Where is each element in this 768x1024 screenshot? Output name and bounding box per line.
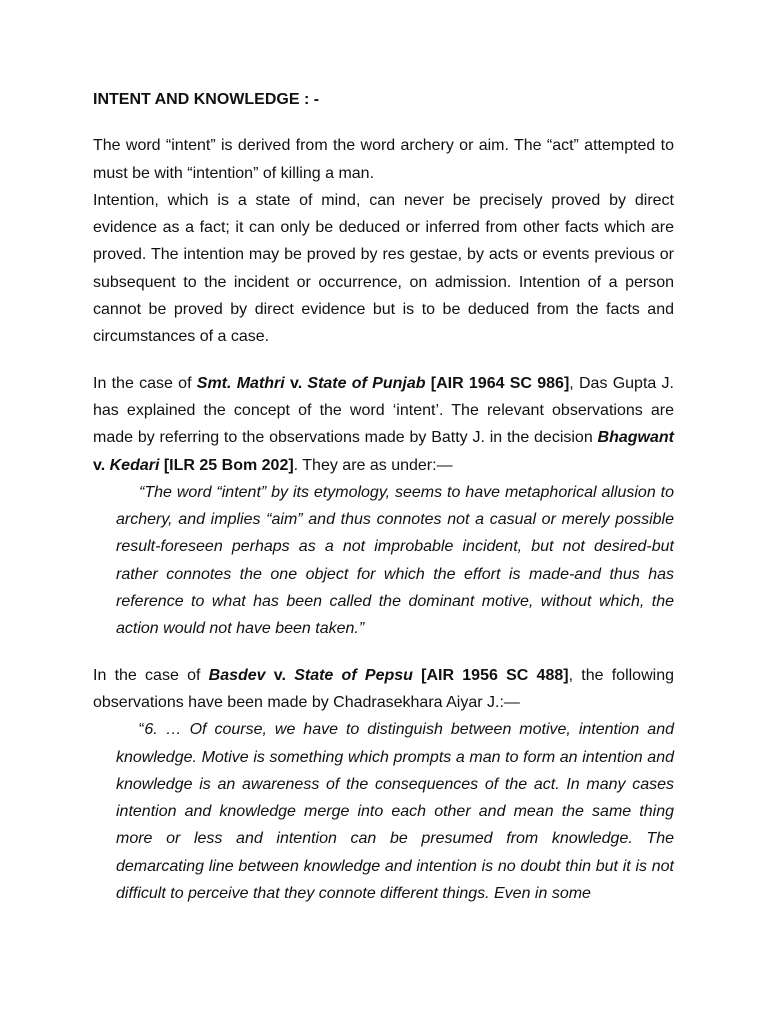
case-citation: [AIR 1956 SC 488] bbox=[412, 666, 569, 684]
case-party-bhagwant: Bhagwant bbox=[597, 429, 674, 447]
paragraph-intention-proof: Intention, which is a state of mind, can never be precisely proved by direct evidence as a fact; it can only be deduced or inferred from other facts which are proved. The intention may be proved by res gestae, by acts or events previous or subsequent to the incident or occurrence, on admission. Intention of a person cannot be proved by direct evidence but is to be deduced from the facts and circumstances of a case. bbox=[93, 191, 674, 346]
case-intro: In the case of bbox=[93, 666, 209, 684]
case-intro: In the case of bbox=[93, 374, 197, 392]
case-party-basdev: Basdev bbox=[208, 666, 266, 684]
quote-basdev bbox=[116, 716, 674, 907]
quote-mathri: “The word “intent” by its etymology, seems to have metaphorical allusion to archery, and implies “aim” and thus connotes not a casual or merely possible result-foreseen perhaps as a not improbable incident, but not desired-but rather connotes the one object for which the effort is made-and thus has reference to what has been called the dominant motive, without which, the action would not have been taken.” bbox=[116, 483, 674, 638]
case-party-state-of-pepsu: State of Pepsu bbox=[294, 666, 413, 684]
quote-basdev-text: 6. … Of course, we have to distinguish between motive, intention and knowledge. Motive is something which prompts a man to form an intention and knowledge is an awareness of the consequences of the act. In many cases intention and knowledge merge into each other and mean the same thing more or less and intention can be presumed from knowledge. The demarcating line between knowledge and intention is no doubt thin but it is not difficult to perceive that they connote different things. Even in some bbox=[116, 721, 674, 903]
case-citation: [ILR 25 Bom 202] bbox=[159, 456, 294, 474]
versus-label: v. bbox=[284, 374, 308, 392]
section-heading: INTENT AND KNOWLEDGE : - bbox=[93, 91, 320, 108]
case-text: . They are as under:— bbox=[293, 456, 453, 474]
paragraph-mathri-case bbox=[93, 370, 674, 479]
case-text: , Das Gupta J. has explained the concept of the word ‘intent’. The relevant observations are made by referring to the observations made by Batty J. in the decision bbox=[93, 374, 674, 447]
paragraph-intent-definition: The word “intent” is derived from the word archery or aim. The “act” attempted to must be with “intention” of killing a man. bbox=[93, 137, 674, 182]
case-text: , the following observations have been made by Chadrasekhara Aiyar J.:— bbox=[93, 666, 674, 711]
versus-label: v. bbox=[93, 456, 110, 474]
paragraph-basdev-case bbox=[93, 662, 674, 717]
versus-label: v. bbox=[265, 666, 295, 684]
case-party-kedari: Kedari bbox=[109, 456, 160, 474]
case-party-state-of-punjab: State of Punjab bbox=[307, 374, 426, 392]
document-page bbox=[93, 86, 674, 907]
case-party-mathri: Smt. Mathri bbox=[196, 374, 285, 392]
quote-open-mark: “ bbox=[139, 721, 145, 739]
case-citation: [AIR 1964 SC 986] bbox=[425, 374, 570, 392]
